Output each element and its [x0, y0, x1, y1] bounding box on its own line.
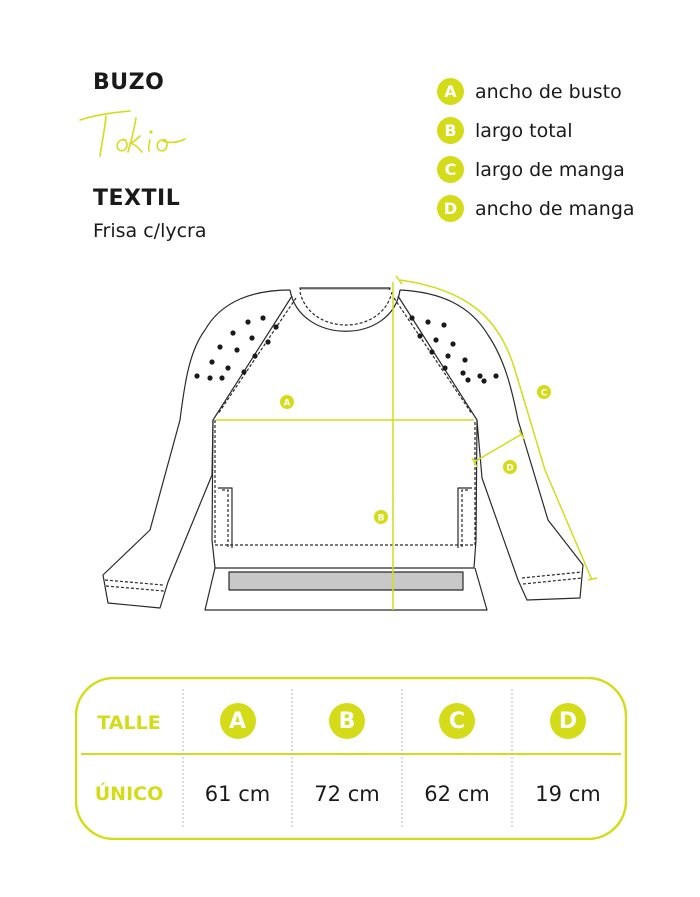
product-title: BUZO: [93, 70, 165, 95]
body-front: [212, 420, 477, 568]
inner-hem: [229, 572, 463, 590]
sweatshirt-diagram: [0, 262, 700, 622]
measure-line-c: [400, 280, 592, 580]
model-name-script: [78, 98, 208, 168]
table-header-c: C: [439, 703, 475, 739]
marker-a: A: [283, 398, 291, 409]
model-name: Tokio: [78, 98, 81, 99]
badge-d: D: [437, 195, 464, 222]
fabric-value: Frisa c/lycra: [93, 220, 207, 242]
table-header-c-cell: [402, 699, 512, 743]
legend-item-b: [437, 111, 635, 150]
marker-b: B: [377, 513, 385, 524]
table-value-a: 61 cm: [204, 782, 271, 806]
legend-item-a: [437, 72, 635, 111]
table-header-d: D: [550, 703, 586, 739]
table-header-a-cell: [183, 699, 292, 743]
table-value-d: 19 cm: [535, 782, 601, 806]
marker-c: C: [540, 388, 548, 399]
right-sleeve: [398, 290, 583, 600]
badge-b: B: [437, 117, 464, 144]
diagram-markers: [280, 385, 551, 524]
left-pocket: [218, 488, 232, 548]
marker-d: D: [506, 463, 514, 474]
legend-item-d: [437, 189, 635, 228]
measurement-legend: [437, 72, 635, 228]
size-table: [75, 677, 627, 840]
table-row-size: ÚNICO: [94, 783, 164, 805]
legend-item-c: [437, 150, 635, 189]
table-header-d-cell: [512, 699, 624, 743]
table-header-a: A: [220, 703, 256, 739]
measure-line-d: [474, 434, 522, 462]
table-header-size: TALLE: [97, 712, 161, 734]
legend-label-b: largo total: [475, 119, 573, 142]
legend-label-d: ancho de manga: [475, 197, 635, 220]
legend-label-a: ancho de busto: [475, 80, 622, 103]
badge-c: C: [437, 156, 464, 183]
legend-label-c: largo de manga: [475, 158, 625, 181]
table-value-b: 72 cm: [314, 782, 380, 806]
badge-a: A: [437, 78, 464, 105]
table-header-b: B: [329, 703, 365, 739]
right-pocket: [458, 488, 472, 548]
fabric-heading: TEXTIL: [93, 186, 181, 211]
table-header-b-cell: [292, 699, 402, 743]
table-value-c: 62 cm: [424, 782, 490, 806]
left-sleeve: [103, 290, 292, 608]
